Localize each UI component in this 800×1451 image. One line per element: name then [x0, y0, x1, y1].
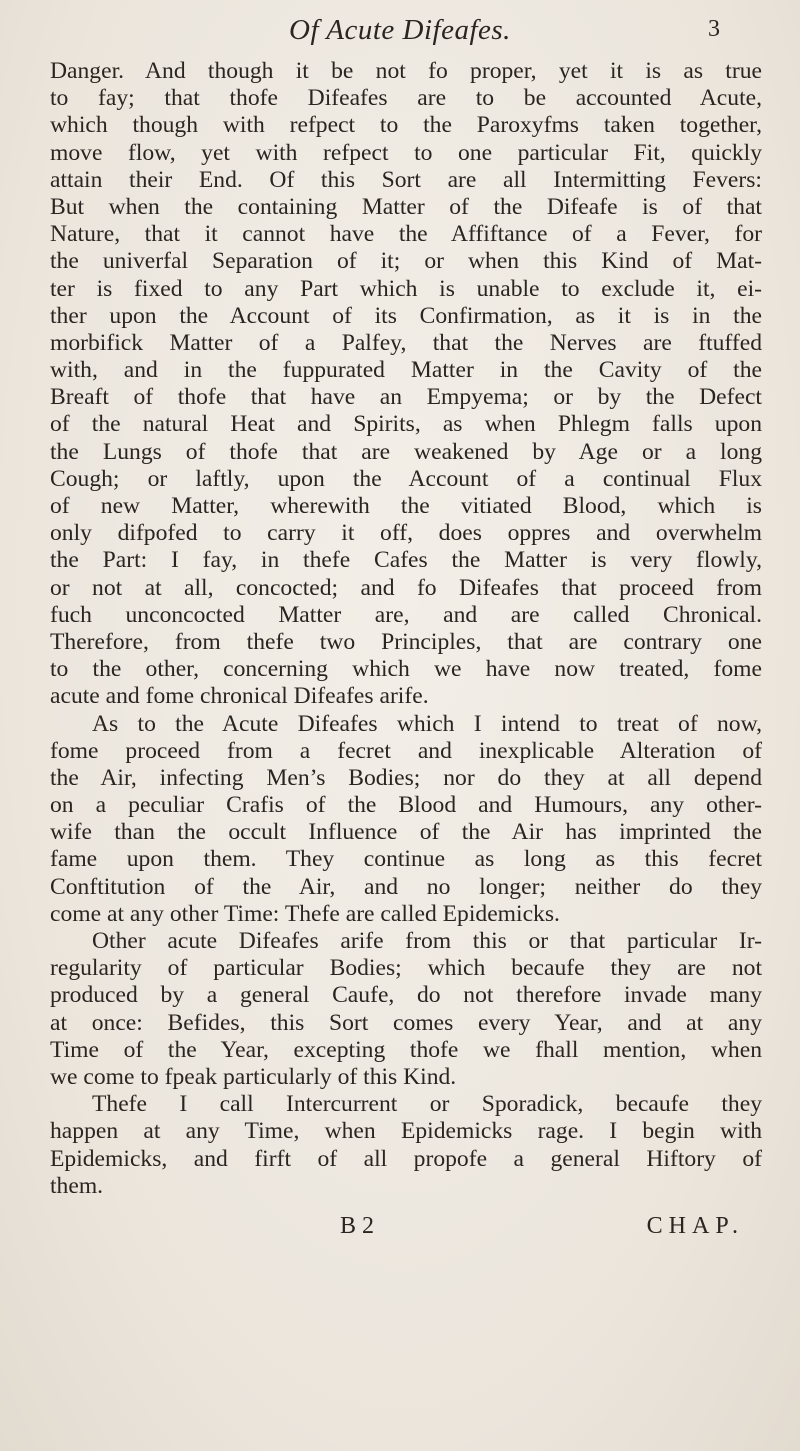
running-title: Of Acute Difeafes.: [289, 14, 511, 46]
text-line: attain their End. Of this Sort are all Intermitting Fevers:: [50, 166, 762, 193]
text-line: the Lungs of thofe that are weakened by Age or a long: [50, 438, 762, 465]
body-text: [50, 58, 762, 1200]
text-line: regularity of particular Bodies; which becaufe they are not: [50, 955, 762, 982]
text-line: happen at any Time, when Epidemicks rage. I begin with: [50, 1118, 762, 1145]
text-line: wife than the occult Influence of the Air has imprinted the: [50, 819, 762, 846]
text-line: of new Matter, wherewith the vitiated Blood, which is: [50, 493, 762, 519]
text-line: Nature, that it cannot have the Affiftance of a Fever, for: [50, 221, 762, 248]
signature-mark: B 2: [340, 1213, 375, 1239]
text-line: Thefe I call Intercurrent or Sporadick, becaufe they: [92, 1091, 762, 1118]
running-head: [60, 14, 740, 50]
text-line: the univerfal Separation of it; or when this Kind of Mat-: [50, 248, 762, 275]
text-line: or not at all, concocted; and fo Difeafes that proceed from: [50, 574, 762, 601]
text-line: Cough; or laftly, upon the Account of a continual Flux: [50, 465, 762, 492]
text-line: come at any other Time: Thefe are called Epidemicks.: [50, 900, 560, 927]
text-line: ther upon the Account of its Confirmation, as it is in the: [50, 302, 762, 329]
text-line: Epidemicks, and firft of all propofe a general Hiftory of: [50, 1145, 762, 1172]
text-line: which though with refpect to the Paroxyfms taken together,: [50, 112, 762, 139]
text-line: But when the containing Matter of the Difeafe is of that: [50, 193, 762, 220]
text-line: we come to fpeak particularly of this Kind.: [50, 1063, 457, 1090]
text-line: fome proceed from a fecret and inexplicable Alteration of: [50, 737, 762, 764]
text-line: move flow, yet with refpect to one particular Fit, quickly: [50, 139, 762, 166]
text-line: Therefore, from thefe two Principles, that are contrary one: [50, 628, 762, 655]
page-number: 3: [708, 16, 720, 42]
text-line: Danger. And though it be not fo proper, yet it is as true: [50, 58, 762, 84]
text-line: them.: [50, 1172, 104, 1199]
text-line: As to the Acute Difeafes which I intend to treat of now,: [92, 710, 762, 737]
text-line: produced by a general Caufe, do not therefore invade many: [50, 982, 762, 1009]
catchline: [50, 1213, 762, 1243]
text-line: of the natural Heat and Spirits, as when Phlegm falls upon: [50, 411, 762, 438]
catchword: CHAP.: [646, 1213, 744, 1239]
text-line: ter is fixed to any Part which is unable to exclude it, ei-: [50, 275, 762, 302]
text-line: at once: Befides, this Sort comes every Year, and at any: [50, 1009, 762, 1036]
text-line: acute and fome chronical Difeafes arife.: [50, 683, 429, 710]
text-line: the Part: I fay, in thefe Cafes the Matter is very flowly,: [50, 547, 762, 574]
text-line: morbifick Matter of a Palfey, that the Nerves are ftuffed: [50, 329, 762, 356]
text-line: on a peculiar Crafis of the Blood and Humours, any other-: [50, 792, 762, 819]
text-line: Time of the Year, excepting thofe we fhall mention, when: [50, 1036, 762, 1063]
text-line: fuch unconcocted Matter are, and are called Chronical.: [50, 601, 762, 628]
text-line: the Air, infecting Men’s Bodies; nor do they at all depend: [50, 764, 762, 791]
text-line: only difpofed to carry it off, does oppres and overwhelm: [50, 520, 762, 547]
text-line: Conftitution of the Air, and no longer; neither do they: [50, 873, 762, 900]
text-line: to the other, concerning which we have now treated, fome: [50, 656, 762, 683]
text-line: with, and in the fuppurated Matter in the Cavity of the: [50, 357, 762, 384]
text-line: Other acute Difeafes arife from this or that particular Ir-: [92, 928, 762, 954]
text-line: fame upon them. They continue as long as this fecret: [50, 846, 762, 873]
text-line: to fay; that thofe Difeafes are to be accounted Acute,: [50, 85, 762, 112]
text-line: Breaft of thofe that have an Empyema; or by the Defect: [50, 384, 762, 411]
